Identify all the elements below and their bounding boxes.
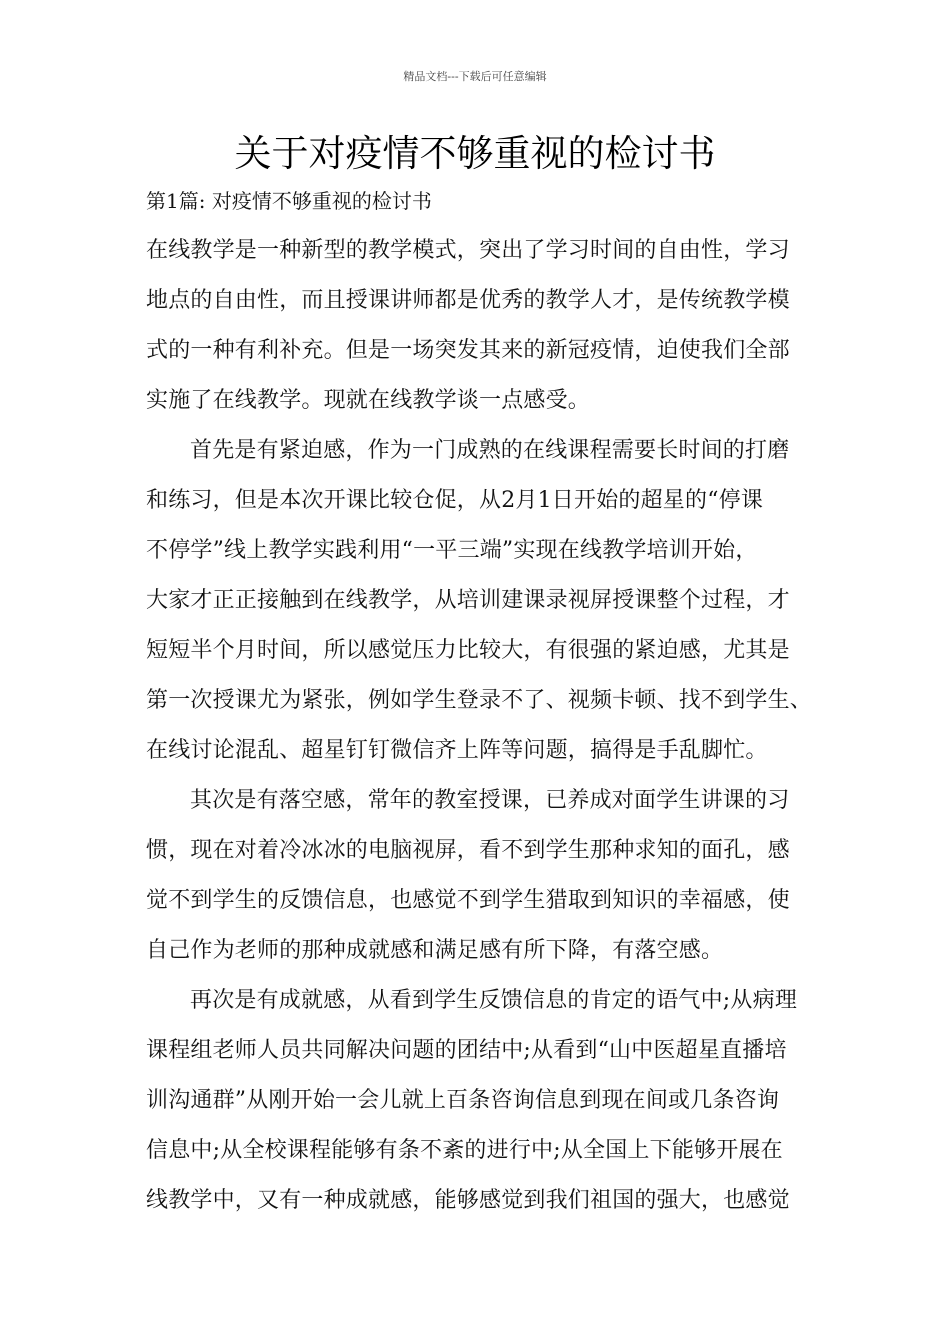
- text-line: 信息中;从全校课程能够有条不紊的进行中;从全国上下能够开展在: [146, 1138, 783, 1163]
- text-line: 惯，现在对着冷冰冰的电脑视屏，看不到学生那种求知的面孔，感: [146, 838, 790, 863]
- header-note: 精品文档---下载后可任意编辑: [403, 70, 547, 83]
- text-line: 课程组老师人员共同解决问题的团结中;从看到“山中医超星直播培: [146, 1038, 787, 1063]
- text-line: 训沟通群”从刚开始一会儿就上百条咨询信息到现在间或几条咨询: [146, 1088, 780, 1113]
- text-line: 短短半个月时间，所以感觉压力比较大，有很强的紧迫感，尤其是: [146, 638, 790, 663]
- text-line: 大家才正正接触到在线教学，从培训建课录视屏授课整个过程，才: [146, 588, 790, 613]
- text-line: 地点的自由性，而且授课讲师都是优秀的教学人才，是传统教学模: [146, 288, 790, 313]
- text-line: 实施了在线教学。现就在线教学谈一点感受。: [146, 388, 591, 413]
- text-line: 自己作为老师的那种成就感和满足感有所下降，有落空感。: [146, 938, 724, 963]
- section-title: 第1篇: 对疫情不够重视的检讨书: [146, 189, 432, 213]
- text-line: 觉不到学生的反馈信息，也感觉不到学生猎取到知识的幸福感，使: [146, 888, 790, 913]
- text-line: 不停学”线上教学实践利用“一平三端”实现在线教学培训开始，: [146, 538, 758, 563]
- text-line: 和练习，但是本次开课比较仓促，从2月1日开始的超星的“停课: [146, 488, 764, 513]
- text-line: 再次是有成就感，从看到学生反馈信息的肯定的语气中;从病理: [190, 988, 798, 1013]
- text-line: 在线教学是一种新型的教学模式，突出了学习时间的自由性，学习: [146, 238, 790, 263]
- text-line: 在线讨论混乱、超星钉钉微信齐上阵等问题，搞得是手乱脚忙。: [146, 738, 768, 763]
- text-line: 式的一种有利补充。但是一场突发其来的新冠疫情，迫使我们全部: [146, 338, 790, 363]
- text-line: 其次是有落空感，常年的教室授课，已养成对面学生讲课的习: [190, 788, 790, 813]
- document-title: 关于对疫情不够重视的检讨书: [234, 132, 716, 175]
- text-line: 第一次授课尤为紧张，例如学生登录不了、视频卡顿、找不到学生、: [146, 688, 813, 713]
- text-line: 线教学中，又有一种成就感，能够感觉到我们祖国的强大，也感觉: [146, 1188, 790, 1213]
- text-line: 首先是有紧迫感，作为一门成熟的在线课程需要长时间的打磨: [190, 438, 790, 463]
